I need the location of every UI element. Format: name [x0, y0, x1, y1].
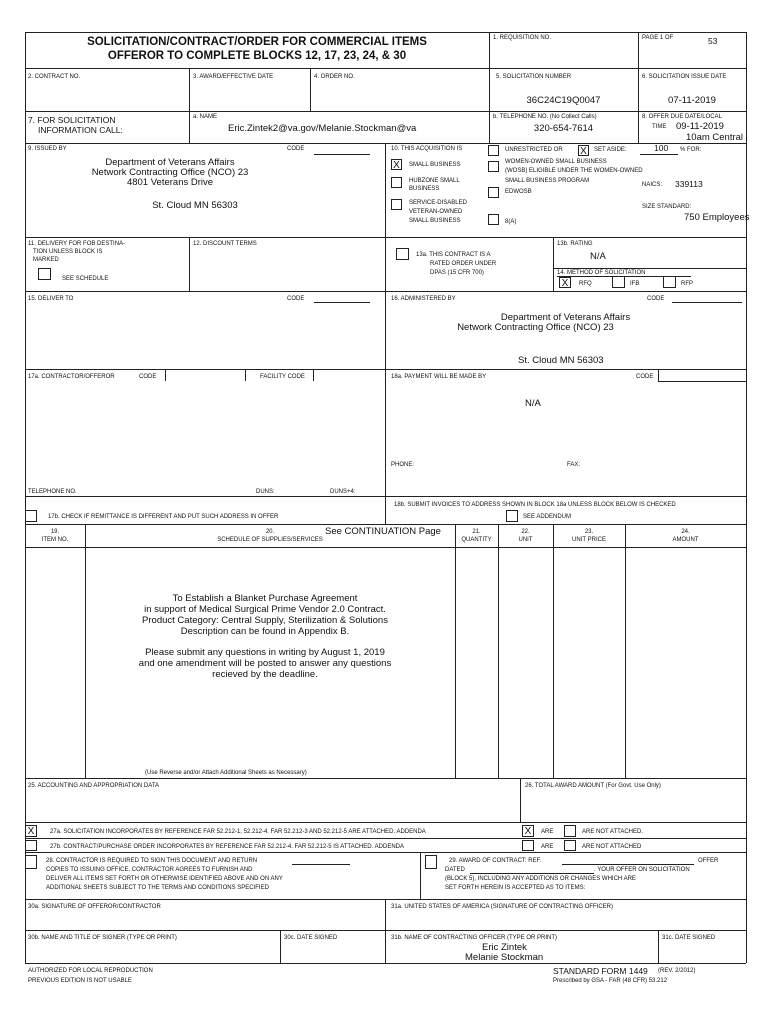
- issuer-line-3: 4801 Veterans Drive: [126, 177, 214, 188]
- info-call-label-2: INFORMATION CALL:: [38, 125, 123, 135]
- payment-phone-label: PHONE:: [391, 462, 415, 468]
- hubzone-label-2: BUSINESS: [409, 186, 440, 192]
- schedule-question-line: recieved by the deadline.: [212, 669, 318, 680]
- col24-header: AMOUNT: [672, 537, 699, 543]
- deliver-to-label: 15. DELIVER TO: [28, 296, 74, 302]
- rated-label-2: RATED ORDER UNDER: [430, 261, 497, 267]
- size-standard: 750 Employees: [684, 212, 750, 223]
- edwosb-label: EDWOSB: [505, 189, 532, 195]
- 27b-are-label: ARE: [541, 844, 554, 850]
- schedule-footer-note: (Use Reverse and/or Attach Additional Sheets as Necessary): [145, 770, 307, 776]
- deliver-code-label: CODE: [287, 296, 305, 302]
- schedule-body-line: Description can be found in Appendix B.: [180, 626, 350, 637]
- order-no-label: 4. ORDER NO.: [314, 74, 355, 80]
- 29-checkbox[interactable]: [425, 855, 437, 869]
- contracting-officer-2: Melanie Stockman: [465, 952, 544, 963]
- schedule-body-line: in support of Medical Surgical Prime Vendor 2.0 Contract.: [144, 604, 386, 615]
- telephone-label: TELEPHONE NO.: [28, 489, 77, 495]
- 27b-are-not-label: ARE NOT ATTACHED: [582, 844, 642, 850]
- info-call-label-1: 7. FOR SOLICITATION: [28, 115, 116, 125]
- form-title: SOLICITATION/CONTRACT/ORDER FOR COMMERCIAL ITEMS: [87, 36, 427, 48]
- issued-by-label: 9. ISSUED BY: [28, 146, 67, 152]
- offer-due-date: 09-11-2019: [676, 121, 724, 132]
- set-aside-label: SET ASIDE:: [594, 147, 627, 153]
- sdvosb-label-1: SERVICE-DISABLED: [409, 200, 467, 206]
- col23-header: UNIT PRICE: [572, 537, 606, 543]
- sig31a-label: 31a. UNITED STATES OF AMERICA (SIGNATURE OF CONTRACTING OFFICER): [391, 904, 614, 910]
- form-number: STANDARD FORM 1449: [553, 966, 648, 976]
- ifb-checkbox[interactable]: [612, 276, 625, 288]
- solicitation-no-label: 5. SOLICITATION NUMBER: [496, 74, 572, 80]
- col23-num: 23.: [584, 529, 594, 535]
- facility-code-label: FACILITY CODE: [260, 374, 305, 380]
- issuer-line-1: Department of Veterans Affairs: [105, 157, 235, 168]
- col20-header: SCHEDULE OF SUPPLIES/SERVICES: [217, 537, 323, 543]
- 28-line-3: DELIVER ALL ITEMS SET FORTH OR OTHERWISE IDENTIFIED ABOVE AND ON ANY: [46, 876, 283, 882]
- rfp-label: RFP: [681, 281, 693, 287]
- offer-due-time: 10am Central: [686, 132, 744, 143]
- edwosb-checkbox[interactable]: [488, 187, 499, 198]
- method-label: 14. METHOD OF SOLICITATION: [557, 270, 646, 276]
- 27b-checkbox[interactable]: [25, 840, 37, 851]
- col22-header: UNIT: [518, 537, 533, 543]
- offer-due-label: 8. OFFER DUE DATE/LOCAL: [642, 114, 722, 120]
- duns4-label: DUNS+4:: [330, 489, 356, 495]
- 27a-are-not-checkbox[interactable]: [564, 825, 576, 837]
- rating-value: N/A: [590, 251, 606, 262]
- date31c-label: 31c. DATE SIGNED: [662, 935, 716, 941]
- naics-label: NAICS:: [642, 182, 663, 188]
- wosb-checkbox[interactable]: [488, 161, 499, 172]
- col21-header: QUANTITY: [461, 537, 492, 543]
- 27b-are-checkbox[interactable]: [522, 840, 534, 851]
- small-business-label: SMALL BUSINESS: [409, 162, 461, 168]
- 29-line-2b: . YOUR OFFER ON SOLICITATION: [594, 867, 690, 873]
- auth-reproduction: AUTHORIZED FOR LOCAL REPRODUCTION: [28, 968, 153, 974]
- issuer-line-4: St. Cloud MN 56303: [152, 200, 238, 211]
- issuer-line-2: Network Contracting Office (NCO) 23: [91, 167, 249, 178]
- sdvosb-checkbox[interactable]: [391, 199, 402, 210]
- payment-value: N/A: [525, 398, 541, 409]
- hubzone-checkbox[interactable]: [391, 177, 402, 188]
- time-label: TIME: [652, 124, 667, 130]
- issued-by-code-label: CODE: [287, 146, 305, 152]
- 27a-are-label: ARE: [541, 829, 554, 835]
- rfq-label: RFQ: [579, 281, 592, 287]
- 28-line-4: ADDITIONAL SHEETS SUBJECT TO THE TERMS AND CONDITIONS SPECIFIED: [46, 885, 269, 891]
- remittance-checkbox[interactable]: [25, 510, 37, 522]
- rfp-checkbox[interactable]: [663, 276, 676, 288]
- set-aside-checkbox[interactable]: X: [578, 145, 589, 156]
- payment-code-label: CODE: [636, 374, 654, 380]
- schedule-question-line: and one amendment will be posted to answer any questions: [138, 658, 392, 669]
- admin-code-label: CODE: [647, 296, 665, 302]
- previous-edition: PREVIOUS EDITION IS NOT USABLE: [28, 978, 132, 984]
- col19-num: 19.: [50, 529, 60, 535]
- unrestricted-checkbox[interactable]: [488, 145, 499, 156]
- issue-date-label: 6. SOLICITATION ISSUE DATE: [642, 74, 727, 80]
- fob-label-3: MARKED: [33, 257, 59, 263]
- contact-name: Eric.Zintek2@va.gov/Melanie.Stockman@va: [228, 123, 417, 134]
- sig30a-label: 30a. SIGNATURE OF OFFEROR/CONTRACTOR: [28, 904, 161, 910]
- page-total: 53: [708, 36, 718, 46]
- payment-fax-label: FAX:: [567, 462, 581, 468]
- 27a-are-not-label: ARE NOT ATTACHED.: [582, 829, 644, 835]
- administered-by-label: 16. ADMINISTERED BY: [391, 296, 456, 302]
- schedule-body-line: To Establish a Blanket Purchase Agreement: [172, 593, 358, 604]
- naics-code: 339113: [675, 179, 703, 189]
- name31b-label: 31b. NAME OF CONTRACTING OFFICER (TYPE OR PRINT): [391, 935, 558, 941]
- name30b-label: 30b. NAME AND TITLE OF SIGNER (TYPE OR PRINT): [28, 935, 177, 941]
- 28-line-2: COPIES TO ISSUING OFFICE. CONTRACTOR AGREES TO FURNISH AND: [46, 867, 253, 873]
- contract-no-label: 2. CONTRACT NO.: [28, 74, 81, 80]
- 28-checkbox[interactable]: [25, 855, 37, 869]
- discount-terms-label: 12. DISCOUNT TERMS: [193, 241, 257, 247]
- accounting-label: 25. ACCOUNTING AND APPROPRIATION DATA: [28, 783, 160, 789]
- 29-line-1: 29. AWARD OF CONTRACT: REF.: [449, 858, 542, 864]
- requisition-label: 1. REQUISITION NO.: [493, 35, 552, 41]
- page-label: PAGE 1 OF: [642, 35, 674, 41]
- rated-label-3: DPAS (15 CFR 700): [430, 270, 484, 276]
- 29-line-4: SET FORTH HEREIN IS ACCEPTED AS TO ITEMS:: [445, 885, 586, 891]
- see-addendum-checkbox[interactable]: [506, 510, 518, 522]
- continuation-note: See CONTINUATION Page: [325, 526, 441, 537]
- phone-label: b. TELEPHONE NO. (No Collect Calls): [493, 114, 597, 120]
- name-label: a. NAME: [193, 114, 218, 120]
- form-revision: (REV. 2/2012): [658, 968, 696, 974]
- contact-phone: 320-654-7614: [533, 123, 594, 134]
- 27a-checkbox[interactable]: X: [25, 825, 37, 837]
- date30c-label: 30c. DATE SIGNED: [284, 935, 338, 941]
- contracting-officer-1: Eric Zintek: [482, 942, 527, 953]
- 29-line-2: DATED: [445, 867, 465, 873]
- wosb-label-1: WOMEN-OWNED SMALL BUSINESS: [505, 159, 607, 165]
- duns-label: DUNS:: [256, 489, 275, 495]
- 27a-are-checkbox[interactable]: X: [522, 825, 534, 837]
- see-schedule-label: SEE SCHEDULE: [62, 276, 109, 282]
- admin-line-1: Department of Veterans Affairs: [500, 312, 631, 323]
- admin-line-3: St. Cloud MN 56303: [518, 355, 604, 366]
- percent-for-label: % FOR:: [680, 147, 702, 153]
- award-date-label: 3. AWARD/EFFECTIVE DATE: [193, 74, 274, 80]
- col19-header: ITEM NO.: [41, 537, 69, 543]
- col21-num: 21.: [472, 529, 481, 535]
- prescribed-by: Prescribed by GSA - FAR (48 CFR) 53.212: [553, 978, 668, 984]
- form-subtitle: OFFEROR TO COMPLETE BLOCKS 12, 17, 23, 24, & 30: [107, 50, 407, 62]
- payment-label: 18a. PAYMENT WILL BE MADE BY: [391, 374, 487, 380]
- ifb-label: IFB: [630, 281, 640, 287]
- 29-offer-label: OFFER: [698, 858, 719, 864]
- contractor-code-label: CODE: [139, 374, 157, 380]
- 28-line-1: 28. CONTRACTOR IS REQUIRED TO SIGN THIS DOCUMENT AND RETURN: [46, 858, 258, 864]
- remittance-label: 17b. CHECK IF REMITTANCE IS DIFFERENT AND PUT SUCH ADDRESS IN OFFER: [48, 514, 279, 520]
- unrestricted-label: UNRESTRICTED OR: [505, 147, 563, 153]
- fob-label-2: TION UNLESS BLOCK IS: [33, 249, 103, 255]
- col24-num: 24.: [681, 529, 690, 535]
- contractor-label: 17a. CONTRACTOR/OFFEROR: [28, 374, 115, 380]
- wosb-label-3: SMALL BUSINESS PROGRAM: [505, 178, 590, 184]
- rating-label: 13b. RATING: [557, 241, 593, 247]
- schedule-body-line: Product Category: Central Supply, Sterilization & Solutions: [142, 615, 388, 626]
- eight-a-checkbox[interactable]: [488, 214, 499, 225]
- acquisition-label: 10. THIS ACQUISITION IS: [391, 146, 463, 152]
- 27a-text: 27a. SOLICITATION INCORPORATES BY REFERENCE FAR 52.212-1, 52.212-4. FAR 52.212-3 AND 52.212-5 ARE ATTACHED. ADDENDA: [50, 829, 426, 835]
- size-standard-label: SIZE STANDARD:: [642, 204, 692, 210]
- total-award-label: 26. TOTAL AWARD AMOUNT (For Govt. Use Only): [525, 783, 661, 789]
- 27b-are-not-checkbox[interactable]: [564, 840, 576, 851]
- hubzone-label-1: HUBZONE SMALL: [409, 178, 460, 184]
- col20-num: 20.: [265, 529, 275, 535]
- solicitation-number: 36C24C19Q0047: [526, 95, 601, 106]
- eight-a-label: 8(A): [505, 219, 517, 225]
- see-schedule-checkbox[interactable]: [38, 268, 51, 280]
- rfq-checkbox[interactable]: X: [559, 277, 571, 288]
- admin-line-2: Network Contracting Office (NCO) 23: [457, 322, 614, 333]
- 29-line-3: (BLOCK 5), INCLUDING ANY ADDITIONS OR CHANGES WHICH ARE: [445, 876, 636, 882]
- see-addendum-label: SEE ADDENDUM: [523, 514, 572, 520]
- rated-order-checkbox[interactable]: [396, 248, 409, 260]
- small-business-checkbox[interactable]: X: [391, 159, 402, 170]
- sdvosb-label-2: VETERAN-OWNED: [409, 209, 463, 215]
- col22-num: 22.: [521, 529, 530, 535]
- 27b-text: 27b. CONTRACT/PURCHASE ORDER INCORPORATES BY REFERENCE FAR 52.212-4. FAR 52.212-5 IS ATTACHED. ADDENDA: [50, 844, 404, 850]
- sdvosb-label-3: SMALL BUSINESS: [409, 218, 461, 224]
- rated-label-1: 13a. THIS CONTRACT IS A: [416, 252, 491, 258]
- set-aside-percent: 100: [654, 143, 669, 153]
- issue-date: 07-11-2019: [668, 95, 716, 106]
- submit-invoices-label: 18b. SUBMIT INVOICES TO ADDRESS SHOWN IN BLOCK 18a UNLESS BLOCK BELOW IS CHECKED: [394, 502, 676, 508]
- fob-label-1: 11. DELIVERY FOR FOB DESTINA-: [28, 241, 126, 247]
- wosb-label-2: (WOSB) ELIGIBLE UNDER THE WOMEN-OWNED: [505, 168, 643, 174]
- schedule-question-line: Please submit any questions in writing by August 1, 2019: [145, 647, 385, 658]
